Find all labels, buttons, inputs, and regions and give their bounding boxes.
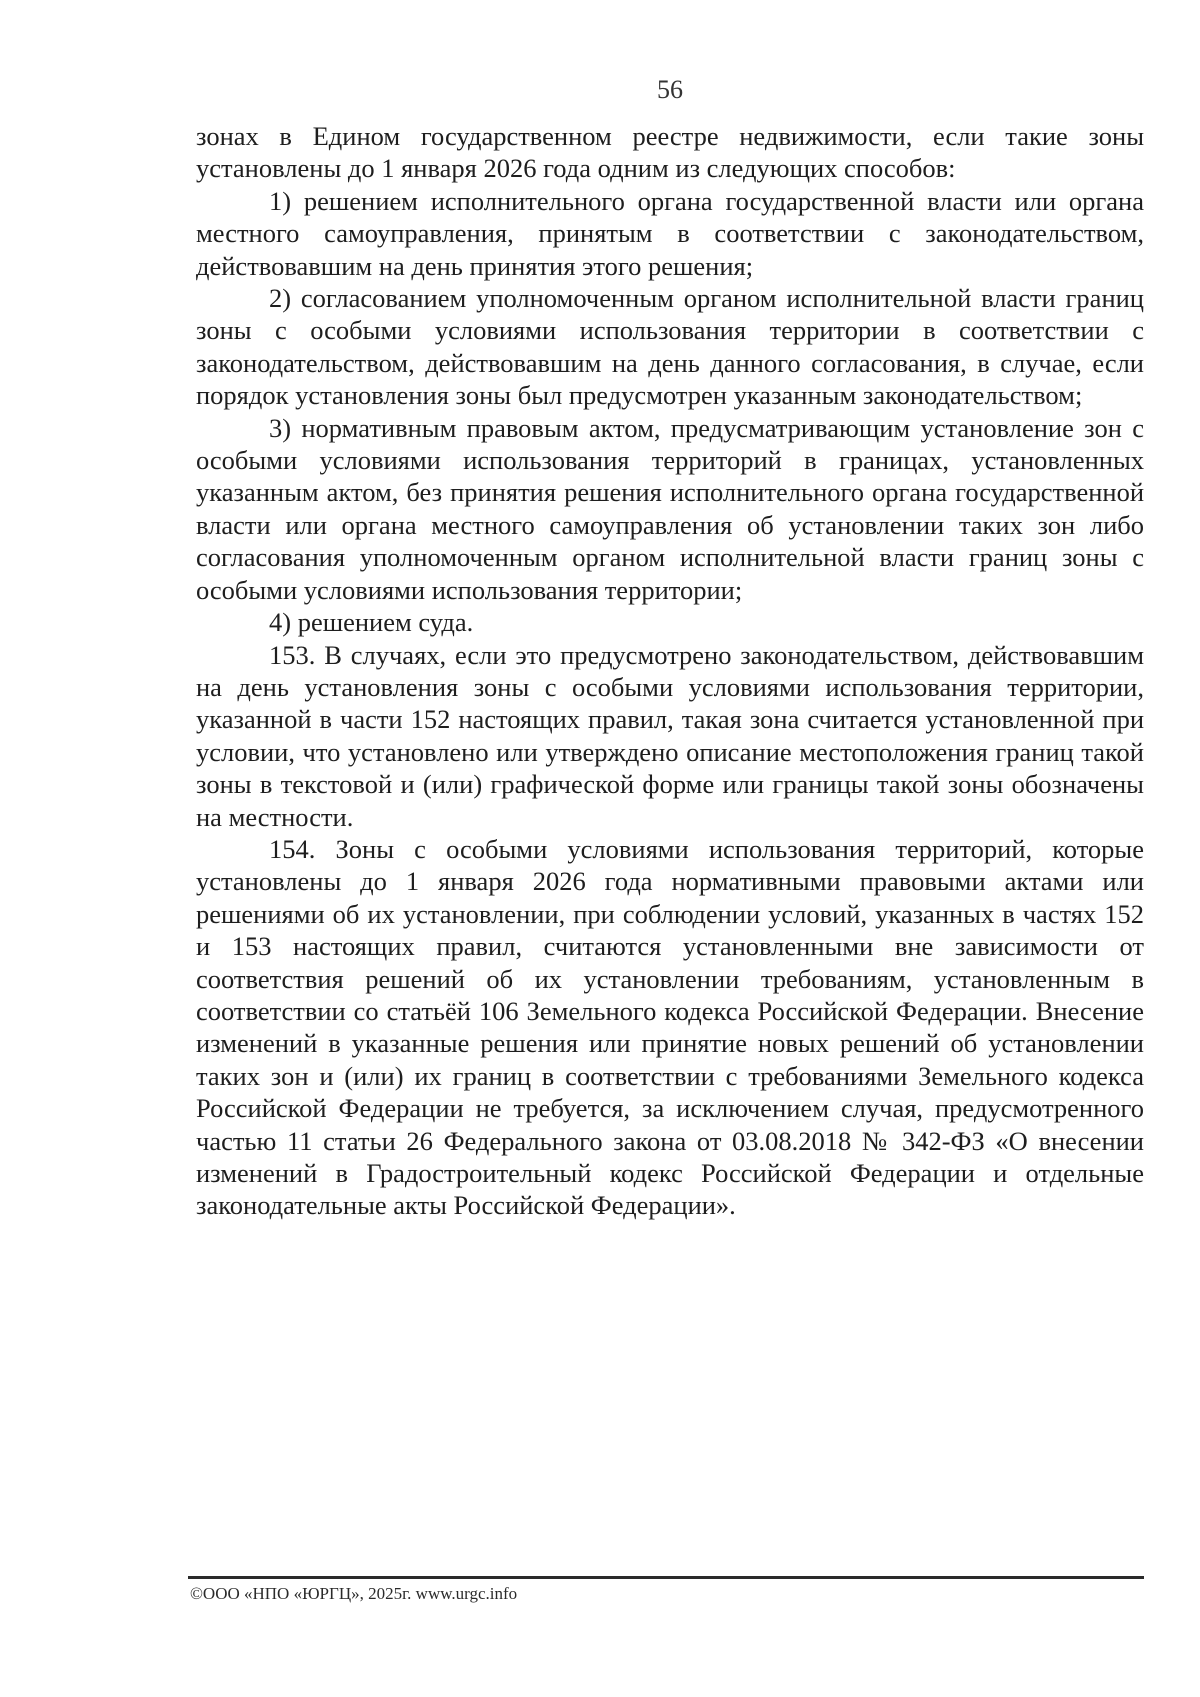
paragraph-153: 153. В случаях, если это предусмотрено законодательством, действовавшим на день установления зоны с особыми условиями использования территории, указанной в части 152 настоящих правил, такая зона считается установленной при условии, что установлено или утверждено описание местоположения границ такой зоны в текстовой и (или) графической форме или границы такой зоны обозначены на местности.	[196, 639, 1144, 832]
list-item-1: 1) решением исполнительного органа государственной власти или органа местного самоуправления, принятым в соответствии с законодательством, действовавшим на день принятия этого решения;	[196, 185, 1144, 281]
list-item-3: 3) нормативным правовым актом, предусматривающим установление зон с особыми условиями использования территорий в границах, установленных указанным актом, без принятия решения исполнительного органа государственной власти или органа местного самоуправления об установлении таких зон либо согласования уполномоченным органом исполнительной власти границ зоны с особыми условиями использования территории;	[196, 412, 1144, 605]
page-number: 56	[657, 75, 683, 104]
document-body	[196, 120, 1144, 1222]
list-item-4: 4) решением суда.	[269, 607, 474, 638]
footer-copyright: ©ООО «НПО «ЮРГЦ», 2025г. www.urgc.info	[190, 1584, 518, 1603]
paragraph-continuation: зонах в Едином государственном реестре недвижимости, если такие зоны установлены до 1 января 2026 года одним из следующих способов:	[196, 121, 1144, 184]
list-item-2: 2) согласованием уполномоченным органом исполнительной власти границ зоны с особыми условиями использования территории в соответствии с законодательством, действовавшим на день данного согласования, в случае, если порядок установления зоны был предусмотрен указанным законодательством;	[196, 283, 1144, 411]
paragraph-154: 154. Зоны с особыми условиями использования территорий, которые установлены до 1 января 2026 года нормативными правовыми актами или решениями об их установлении, при соблюдении условий, указанных в частях 152 и 153 настоящих правил, считаются установленными вне зависимости от соответствия решений об их установлении требованиям, установленным в соответствии со статьёй 106 Земельного кодекса Российской Федерации. Внесение изменений в указанные решения или принятие новых решений об установлении таких зон и (или) их границ в соответствии с требованиями Земельного кодекса Российской Федерации не требуется, за исключением случая, предусмотренного частью 11 статьи 26 Федерального закона от 03.08.2018 № 342-ФЗ «О внесении изменений в Градостроительный кодекс Российской Федерации и отдельные законодательные акты Российской Федерации».	[196, 833, 1144, 1221]
footer-divider	[188, 1576, 1144, 1579]
